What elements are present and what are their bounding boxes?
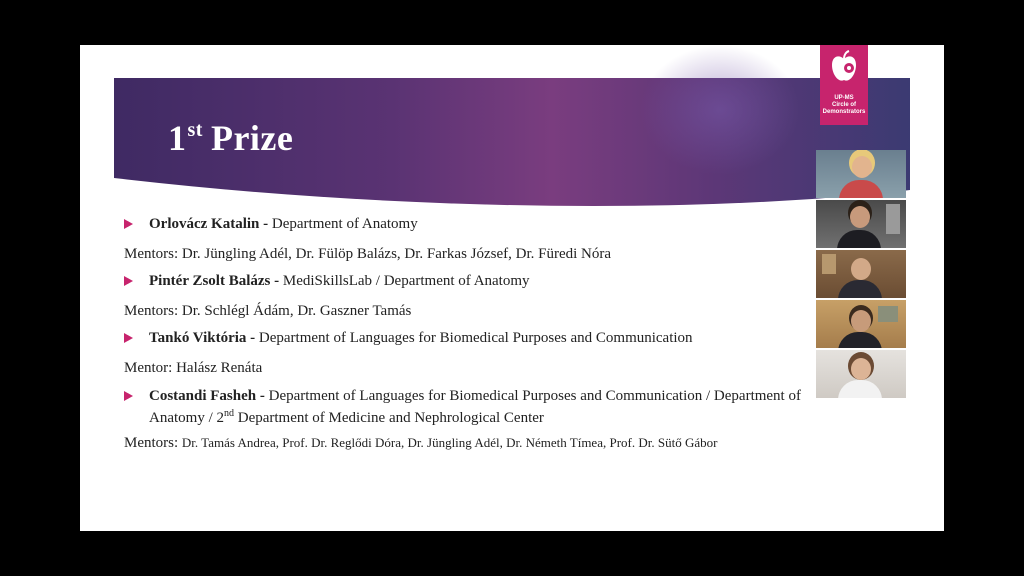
mentors-line: Mentor: Halász Renáta <box>124 360 263 376</box>
slide-title: 1st Prize <box>168 118 294 158</box>
mentors-line: Mentors: Dr. Tamás Andrea, Prof. Dr. Reglődi Dóra, Dr. Jüngling Adél, Dr. Németh Tímea, Prof. Dr. Sütő Gábor <box>124 435 718 451</box>
bullet-arrow-icon <box>124 333 133 343</box>
banner-glow <box>640 45 800 175</box>
department: Department of Anatomy <box>271 216 418 232</box>
department: Department of Languages for Biomedical Purposes and Communication / Department of <box>268 388 801 404</box>
winner-name: Tankó Viktória <box>149 330 247 346</box>
bullet-arrow-icon <box>124 276 133 286</box>
mentors-line: Mentors: Dr. Schlégl Ádám, Dr. Gaszner Tamás <box>124 303 412 319</box>
mentors-line: Mentors: Dr. Jüngling Adél, Dr. Fülöp Balázs, Dr. Farkas József, Dr. Füredi Nóra <box>124 246 612 262</box>
participant-video-tile[interactable] <box>816 150 906 198</box>
apple-logo-icon <box>829 49 859 89</box>
bullet-arrow-icon <box>124 219 133 229</box>
logo-text: UP-MS Circle of Demonstrators <box>822 95 866 115</box>
department: MediSkillsLab / Department of Anatomy <box>282 273 530 289</box>
participant-video-tile[interactable] <box>816 300 906 348</box>
department: Department of Languages for Biomedical Purposes and Communication <box>258 330 693 346</box>
presentation-slide: 1st Prize UP-MS Circle of Demonstrators Orlovácz Katalin - Department of Anatomy Mentors: Dr. Jüngling Adél, Dr. Fülöp Balázs, Dr. Farkas József, Dr. Füredi Nóra Pintér Zsolt Balázs - MediSkillsLab / Department of Anatomy Mentors: Dr. Schlégl Ádám, Dr. Gaszner Tamás Tankó Viktória - Department of Languages for Biomedical Purposes and Communication Mentor: Halász Renáta Costandi Fasheh - Department of Languages for Biomedical Purposes and Communication / Department of Anatomy / 2nd Department of Medicine and Nephrological Center Mentors: Dr. Tamás Andrea, Prof. Dr. Reglődi Dóra, Dr. Jüngling Adél, Dr. Németh Tímea, Prof. Dr. Sütő Gábor <box>80 45 944 531</box>
winner-name: Costandi Fasheh <box>149 388 257 404</box>
winner-name: Orlovácz Katalin <box>149 216 260 232</box>
bullet-arrow-icon <box>124 391 133 401</box>
participant-video-tile[interactable] <box>816 200 906 248</box>
participant-video-tile[interactable] <box>816 350 906 398</box>
participant-video-tile[interactable] <box>816 250 906 298</box>
up-ms-logo <box>820 45 868 125</box>
winner-name: Pintér Zsolt Balázs <box>149 273 271 289</box>
